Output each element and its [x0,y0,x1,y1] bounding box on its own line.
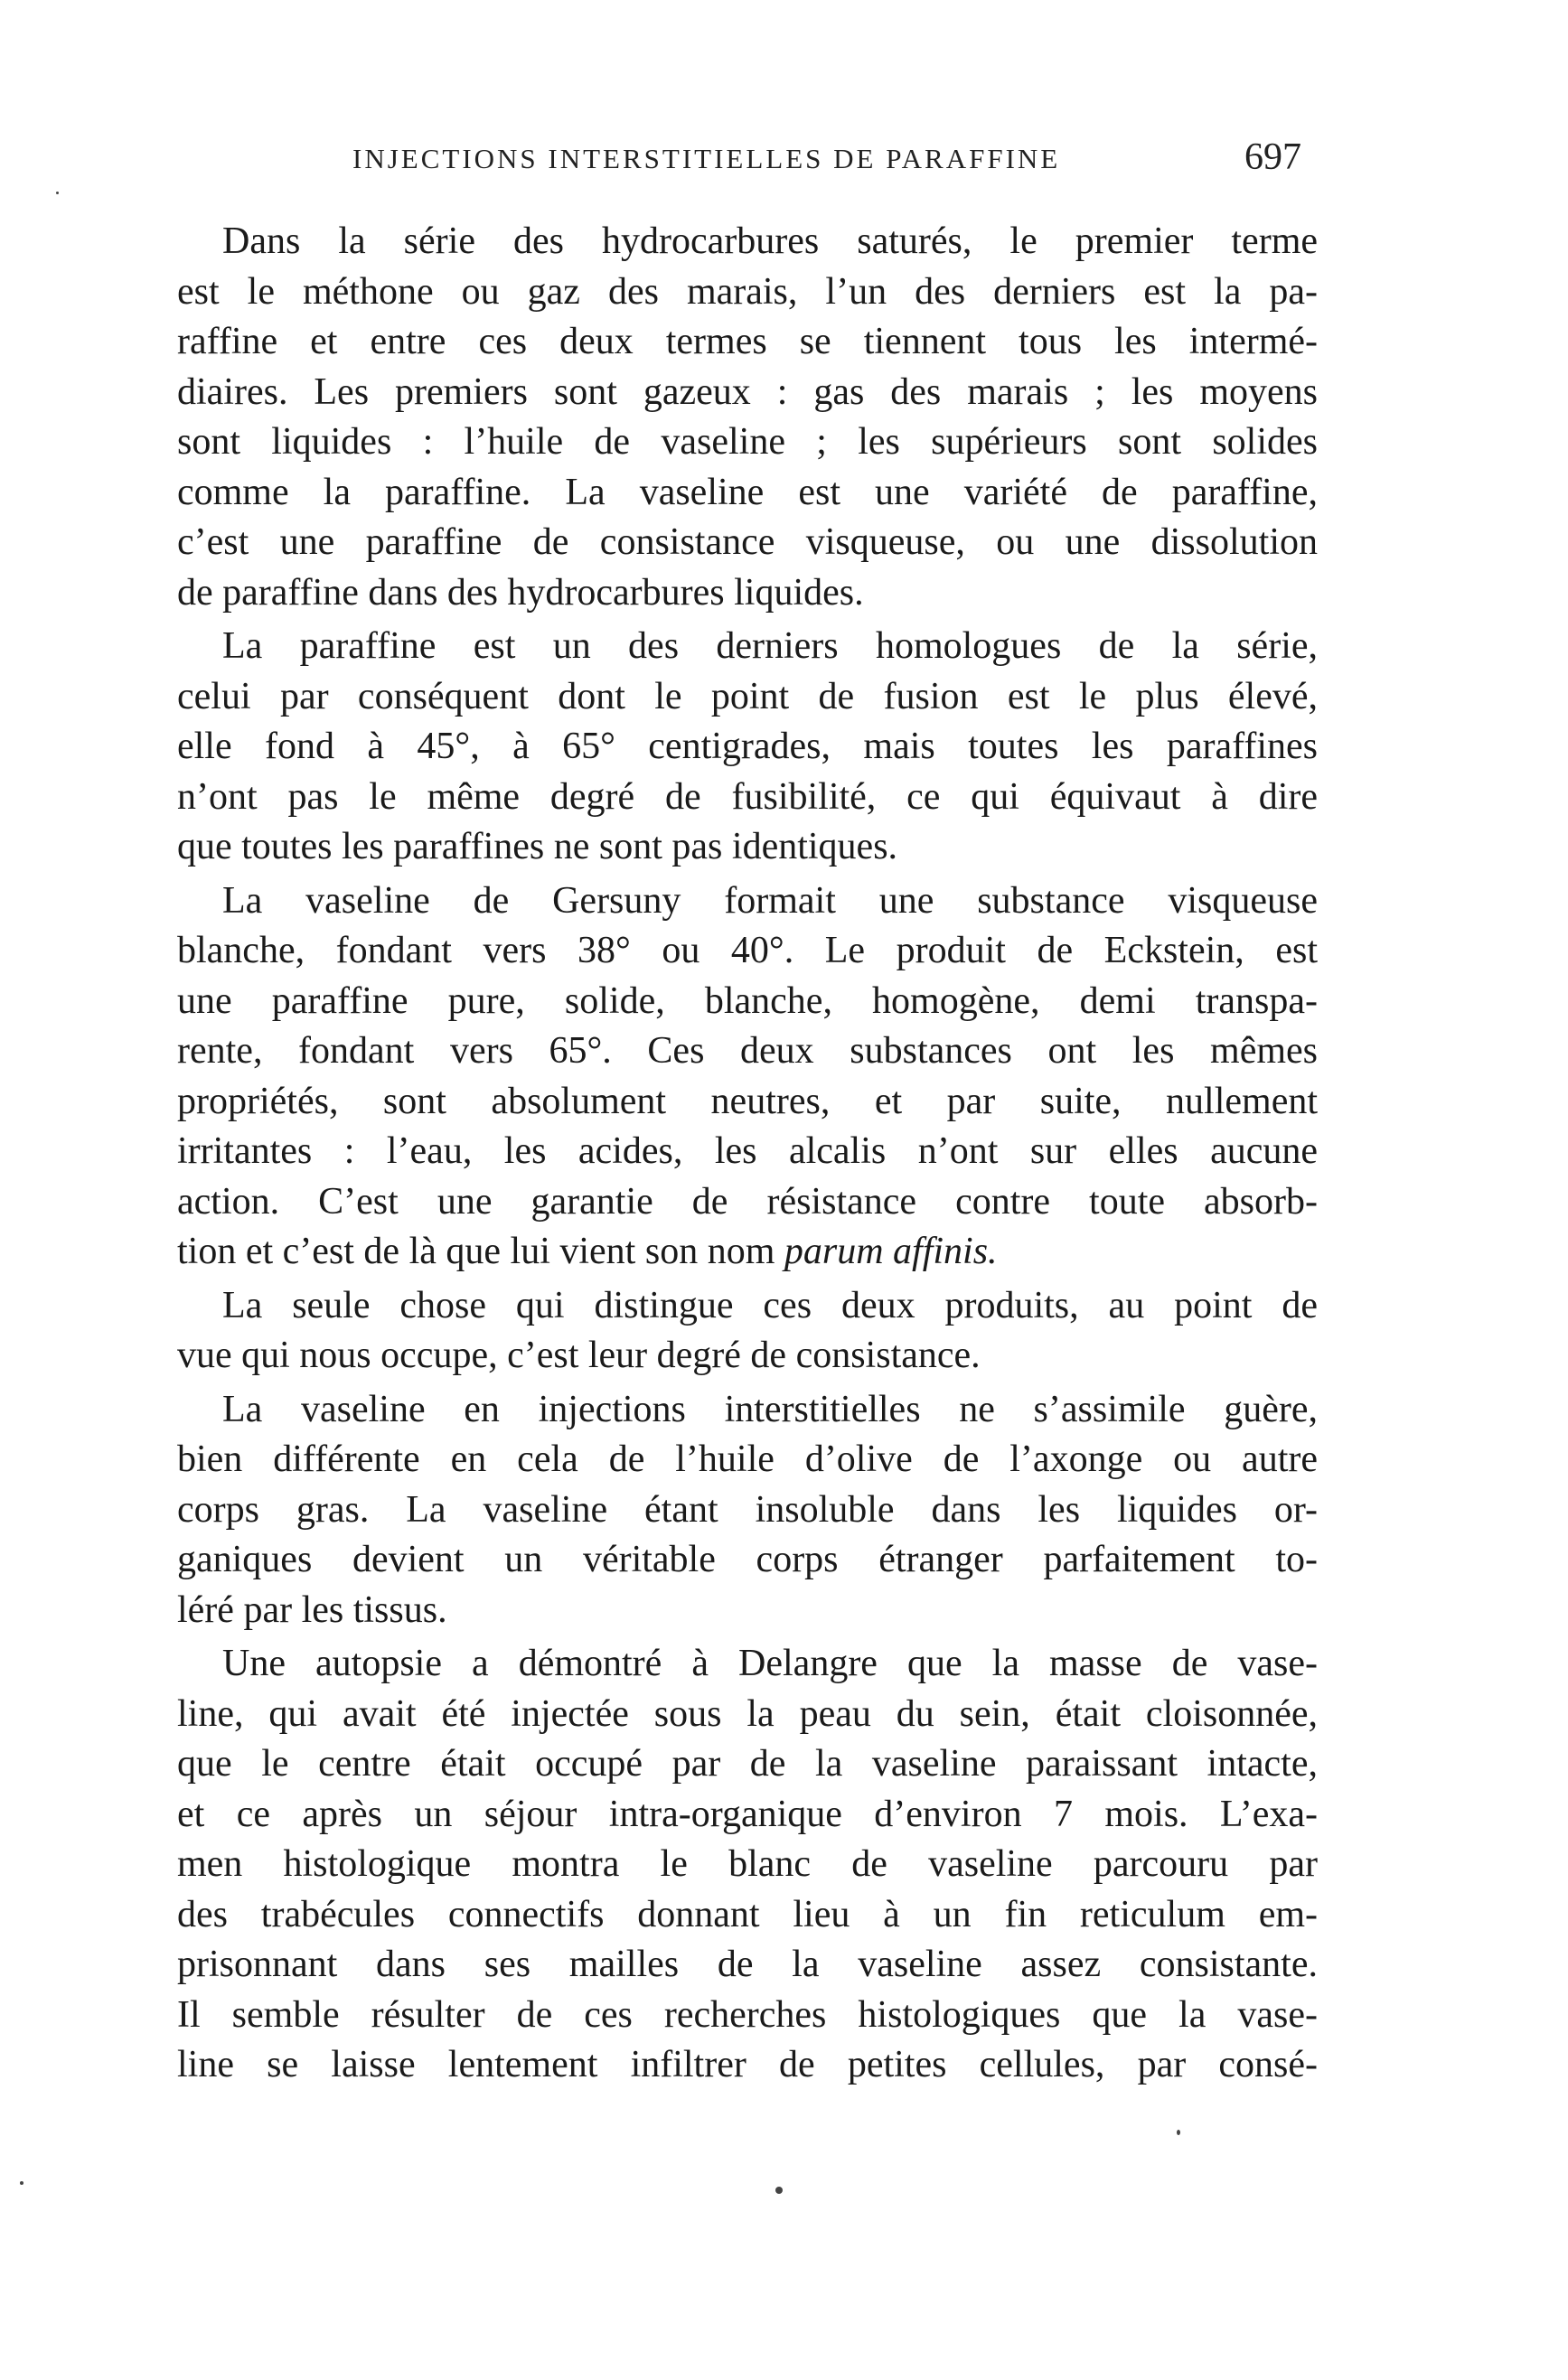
text-line [177,1227,1318,1278]
text-line: raffine et entre ces deux termes se tiennent tous les intermé- [177,321,1318,362]
text-line: comme la paraffine. La vaseline est une variété de paraffine, [177,471,1318,513]
text-line: men histologique montra le blanc de vaseline parcouru par [177,1843,1318,1885]
text-line: c’est une paraffine de consistance visqueuse, ou une dissolution [177,521,1318,563]
ink-speck [1177,2130,1180,2135]
text-line: rente, fondant vers 65°. Ces deux substances ont les mêmes [177,1030,1318,1072]
text-line: que le centre était occupé par de la vaseline paraissant intacte, [177,1743,1318,1785]
text-line: une paraffine pure, solide, blanche, homogène, demi transpa- [177,979,1318,1022]
text-line: Une autopsie a démontré à Delangre que la masse de vase- [222,1643,1318,1684]
text-line: La vaseline de Gersuny formait une substance visqueuse [222,879,1318,922]
text-line: que toutes les paraffines ne sont pas identiques. [177,826,898,867]
ink-speck [56,192,59,194]
text-line: La seule chose qui distingue ces deux produits, au point de [222,1284,1318,1326]
paragraph [177,622,1318,873]
running-title: INJECTIONS INTERSTITIELLES DE PARAFFINE [352,143,1061,174]
text-line: diaires. Les premiers sont gazeux : gas des marais ; les moyens [177,370,1318,413]
paragraph [177,876,1318,1278]
text-line: de paraffine dans des hydrocarbures liquides. [177,571,864,614]
paragraph [177,1385,1318,1636]
text-line: vue qui nous occupe, c’est leur degré de consistance. [177,1335,981,1376]
paragraph [177,1281,1318,1382]
text-line: ganiques devient un véritable corps étranger parfaitement to- [177,1539,1318,1580]
text-line: n’ont pas le même degré de fusibilité, ce qui équivaut à dire [177,775,1318,818]
ink-speck [775,2187,783,2194]
text-line: prisonnant dans ses mailles de la vaseline assez consistante. [177,1944,1318,1985]
ink-speck [20,2181,23,2185]
text-line: sont liquides : l’huile de vaseline ; les supérieurs sont solides [177,421,1318,463]
body-text [177,217,1318,2094]
latin-term: parum affinis. [784,1231,998,1272]
text-line: léré par les tissus. [177,1588,447,1631]
text-line: est le méthone ou gaz des marais, l’un des derniers est la pa- [177,270,1318,313]
text-line: et ce après un séjour intra-organique d’environ 7 mois. L’exa- [177,1793,1318,1835]
text-line: blanche, fondant vers 38° ou 40°. Le produit de Eckstein, est [177,930,1318,971]
running-head [352,134,1301,179]
text-line: La vaseline en injections interstitielles ne s’assimile guère, [222,1388,1318,1430]
paragraph [177,1639,1318,2091]
text-line: irritantes : l’eau, les acides, les alcalis n’ont sur elles aucune [177,1130,1318,1172]
text-line: bien différente en cela de l’huile d’olive de l’axonge ou autre [177,1438,1318,1480]
text-line: des trabécules connectifs donnant lieu à un fin reticulum em- [177,1893,1318,1935]
text-line: line se laisse lentement infiltrer de petites cellules, par consé- [177,2044,1318,2085]
page-number: 697 [1244,136,1301,178]
text-line: Il semble résulter de ces recherches histologiques que la vase- [177,1993,1318,2036]
text-line: elle fond à 45°, à 65° centigrades, mais toutes les paraffines [177,726,1318,767]
text-line: line, qui avait été injectée sous la peau du sein, était cloisonnée, [177,1692,1318,1735]
paragraph [177,217,1318,618]
text-line: propriétés, sont absolument neutres, et par suite, nullement [177,1080,1318,1122]
text-line: Dans la série des hydrocarbures saturés, le premier terme [222,220,1318,262]
text-line: action. C’est une garantie de résistance contre toute absorb- [177,1180,1318,1223]
text-line-start: tion et c’est de là que lui vient son nom [177,1231,784,1272]
text-line: corps gras. La vaseline étant insoluble dans les liquides or- [177,1488,1318,1531]
text-line: La paraffine est un des derniers homologues de la série, [222,625,1318,667]
text-line: celui par conséquent dont le point de fusion est le plus élevé, [177,675,1318,717]
